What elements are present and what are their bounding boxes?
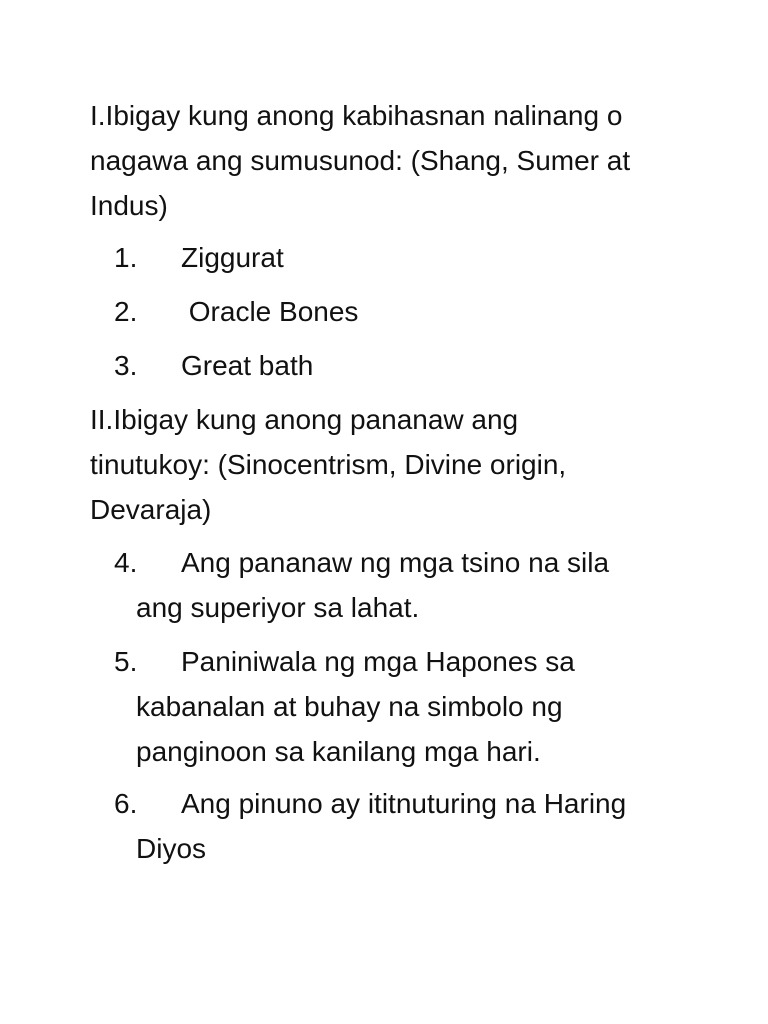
list-item-text: ang superiyor sa lahat. — [136, 592, 420, 623]
section1-heading — [90, 93, 690, 228]
list-item-text: panginoon sa kanilang mga hari. — [136, 736, 541, 767]
list-item-4 — [90, 540, 690, 630]
section1-heading-line-1: I.Ibigay kung anong kabihasnan nalinang o — [90, 100, 623, 131]
list-item-6 — [90, 781, 690, 871]
list-item-number: 2. — [114, 296, 138, 327]
list-item-1 — [90, 235, 690, 280]
section2-heading-line-1: II.Ibigay kung anong pananaw ang — [90, 404, 519, 435]
list-item-number: 5. — [114, 646, 138, 677]
list-item-5 — [90, 639, 690, 774]
section2-heading-line-3: Devaraja) — [90, 494, 212, 525]
section2-heading — [90, 397, 690, 532]
section1-heading-line-3: Indus) — [90, 190, 168, 221]
list-item-text: Paniniwala ng mga Hapones sa — [181, 646, 575, 677]
list-item-number: 6. — [114, 788, 138, 819]
list-item-text: kabanalan at buhay na simbolo ng — [136, 691, 563, 722]
section2-heading-line-2: tinutukoy: (Sinocentrism, Divine origin, — [90, 449, 567, 480]
list-item-text: Diyos — [136, 833, 207, 864]
list-item-text: Oracle Bones — [181, 296, 359, 327]
list-item-text: Ang pinuno ay ititnuturing na Haring — [181, 788, 627, 819]
list-item-number: 1. — [114, 242, 138, 273]
list-item-number: 3. — [114, 350, 138, 381]
list-item-text: Ziggurat — [181, 242, 284, 273]
list-item-text: Great bath — [181, 350, 314, 381]
list-item-3 — [90, 343, 690, 388]
list-item-2 — [90, 289, 690, 334]
section1-heading-line-2: nagawa ang sumusunod: (Shang, Sumer at — [90, 145, 631, 176]
list-item-text: Ang pananaw ng mga tsino na sila — [181, 547, 610, 578]
list-item-number: 4. — [114, 547, 138, 578]
